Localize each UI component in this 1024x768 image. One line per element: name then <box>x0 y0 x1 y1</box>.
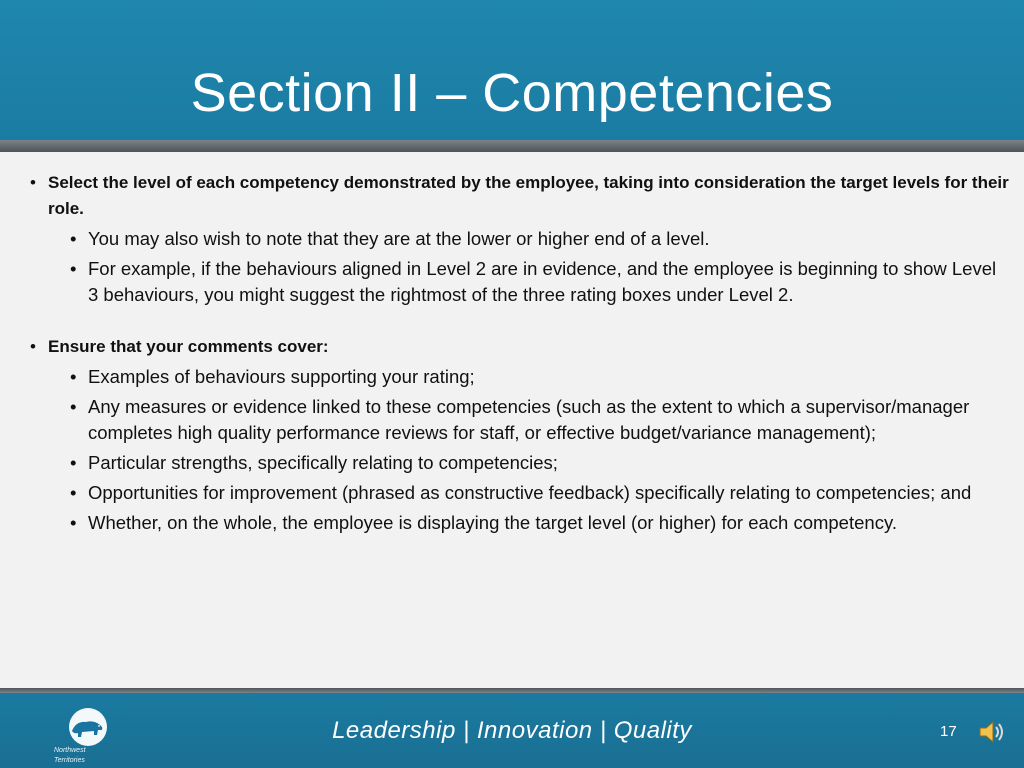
bullet-glyph: • <box>70 482 77 503</box>
speaker-graphic <box>976 717 1006 747</box>
section-heading: Ensure that your comments cover: <box>48 337 329 356</box>
polar-bear-logo-graphic <box>50 707 110 749</box>
slide-title: Section II – Competencies <box>190 63 834 123</box>
list-item-text: Whether, on the whole, the employee is displaying the target level (or higher) for each competency. <box>88 512 897 533</box>
bullet-glyph: • <box>70 512 77 533</box>
bullet-glyph: • <box>30 337 36 356</box>
bullet-glyph: • <box>70 228 77 249</box>
list-item-text: Opportunities for improvement (phrased as constructive feedback) specifically relating to competencies; and <box>88 482 972 503</box>
slide-footer <box>0 693 1024 768</box>
list-item <box>24 226 1009 252</box>
list-item <box>24 364 1009 390</box>
bullet-glyph: • <box>70 396 77 417</box>
list-item-text: Any measures or evidence linked to these competencies (such as the extent to which a supervisor/manager completes high quality performance reviews for staff, or effective budget/variance management); <box>88 396 970 443</box>
speaker-icon[interactable] <box>976 717 1006 747</box>
bullet-glyph: • <box>30 173 36 192</box>
bullet-list <box>24 170 1009 536</box>
section-heading: Select the level of each competency demonstrated by the employee, taking into consideration the target levels for their role. <box>48 173 1009 218</box>
footer-tagline: Leadership | Innovation | Quality <box>332 717 692 744</box>
logo-text: Territories <box>54 757 85 764</box>
slide-header <box>0 0 1024 140</box>
polar-bear-logo-icon <box>50 707 190 763</box>
header-divider <box>0 140 1024 152</box>
page-number: 17 <box>940 723 957 740</box>
bullet-glyph: • <box>70 452 77 473</box>
list-item <box>24 450 1009 476</box>
list-item <box>24 394 1009 446</box>
bullet-glyph: • <box>70 258 77 279</box>
list-item-text: Examples of behaviours supporting your rating; <box>88 366 475 387</box>
list-item <box>24 480 1009 506</box>
list-item <box>24 256 1009 308</box>
logo-text: Northwest <box>54 747 86 754</box>
list-item-text: For example, if the behaviours aligned in Level 2 are in evidence, and the employee is beginning to show Level 3 behaviours, you might suggest the rightmost of the three rating boxes under Level 2. <box>88 258 997 305</box>
list-item-text: Particular strengths, specifically relating to competencies; <box>88 452 558 473</box>
list-item-text: You may also wish to note that they are at the lower or higher end of a level. <box>88 228 710 249</box>
list-item <box>24 334 1009 360</box>
bullet-glyph: • <box>70 366 77 387</box>
list-item <box>24 170 1009 222</box>
list-item <box>24 510 1009 536</box>
